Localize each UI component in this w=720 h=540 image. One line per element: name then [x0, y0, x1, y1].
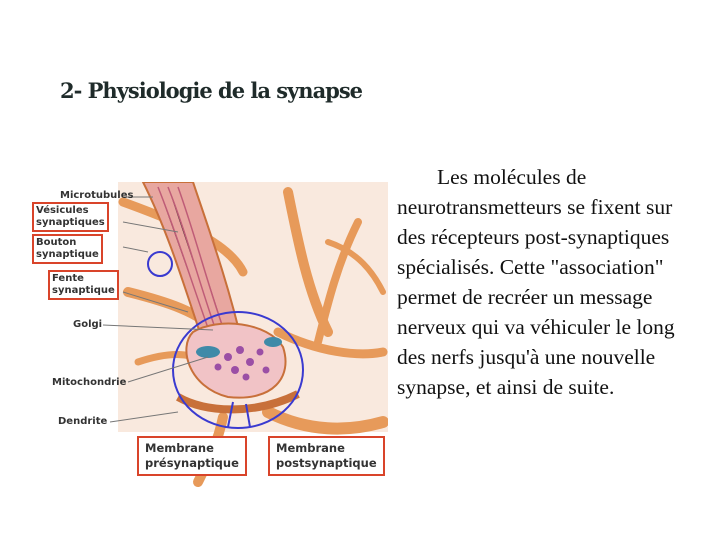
label-mitochondrie: Mitochondrie [52, 377, 127, 388]
label-vesicules-synaptiques: Vésicules synaptiques [32, 202, 109, 232]
slide-title: 2- Physiologie de la synapse [60, 78, 363, 103]
label-fente-synaptique: Fente synaptique [48, 270, 119, 300]
label-golgi: Golgi [73, 319, 103, 330]
label-membrane-presynaptique: Membrane présynaptique [137, 436, 247, 476]
label-microtubules: Microtubules [60, 190, 134, 201]
body-paragraph: Les molécules de neurotransmetteurs se fixent sur des récepteurs post-synaptiques spécialisés. Cette "association" permet de recréer un message nerveux qui va véhiculer le long des nerfs jusqu'à une nouvelle synapse, et ainsi de suite. [397, 165, 675, 399]
label-bouton-synaptique: Bouton synaptique [32, 234, 103, 264]
label-dendrite: Dendrite [58, 416, 108, 427]
mitochondrion [196, 346, 220, 358]
label-membrane-postsynaptique: Membrane postsynaptique [268, 436, 385, 476]
